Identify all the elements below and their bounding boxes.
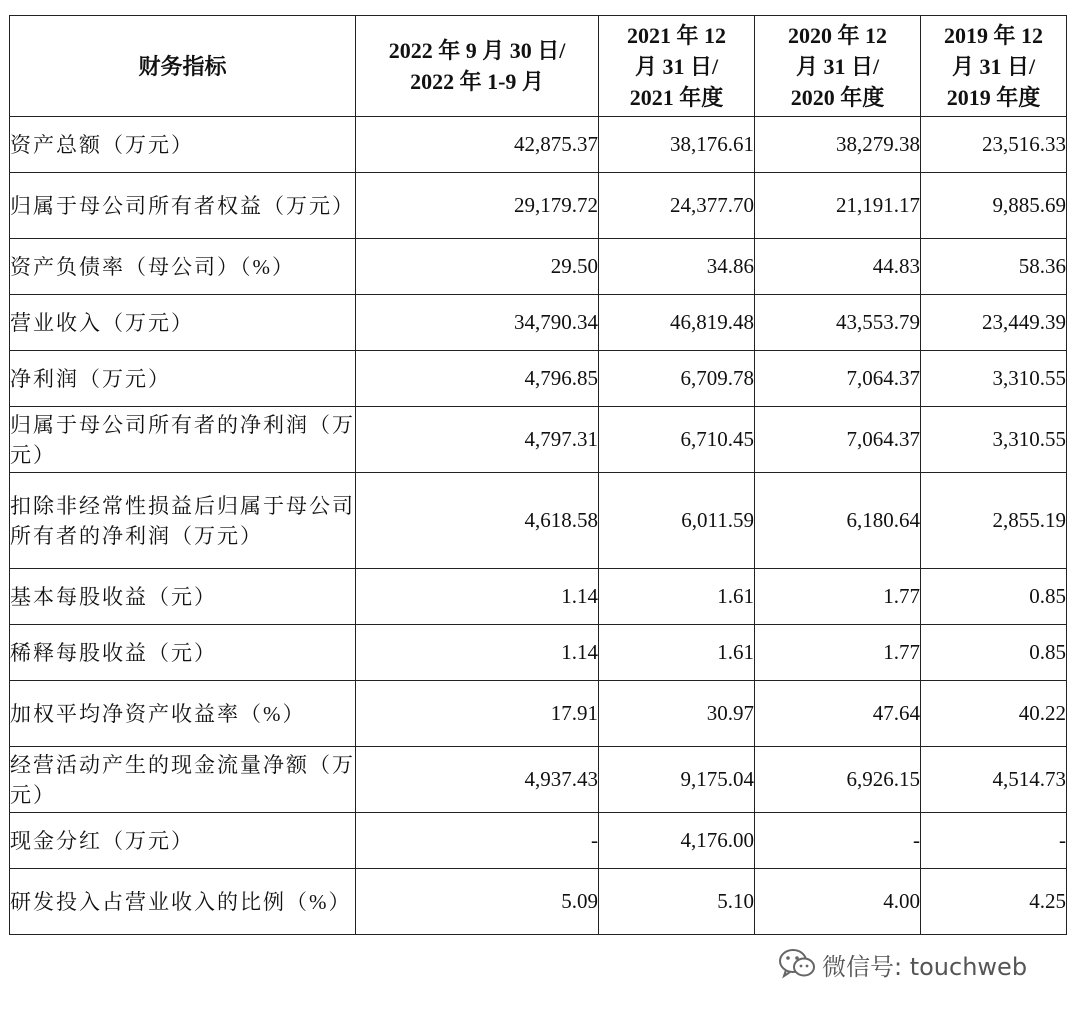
header-2022-q3-text: 2022 年 9 月 30 日/ 2022 年 1-9 月 (388, 38, 566, 94)
cell-value: 4,937.43 (356, 747, 599, 813)
cell-value: 7,064.37 (755, 407, 921, 473)
row-label: 扣除非经常性损益后归属于母公司所有者的净利润（万元） (10, 473, 356, 569)
cell-value: 9,885.69 (921, 173, 1067, 239)
header-2020 (755, 16, 921, 117)
row-label: 归属于母公司所有者权益（万元） (10, 173, 356, 239)
header-2021 (599, 16, 755, 117)
cell-value: - (921, 813, 1067, 869)
cell-value: 3,310.55 (921, 351, 1067, 407)
row-label: 净利润（万元） (10, 351, 356, 407)
row-label: 资产负债率（母公司）（%） (10, 239, 356, 295)
cell-value: 43,553.79 (755, 295, 921, 351)
cell-value: 4,176.00 (599, 813, 755, 869)
cell-value: 58.36 (921, 239, 1067, 295)
cell-value: 4,796.85 (356, 351, 599, 407)
header-indicator: 财务指标 (10, 16, 356, 117)
cell-value: 34.86 (599, 239, 755, 295)
cell-value: 23,449.39 (921, 295, 1067, 351)
cell-value: 4,797.31 (356, 407, 599, 473)
cell-value: 4.00 (755, 869, 921, 935)
row-label: 加权平均净资产收益率（%） (10, 681, 356, 747)
cell-value: 6,011.59 (599, 473, 755, 569)
cell-value: 5.09 (356, 869, 599, 935)
wechat-icon (778, 947, 816, 981)
table-row (10, 351, 1067, 407)
row-label: 研发投入占营业收入的比例（%） (10, 869, 356, 935)
row-label: 现金分红（万元） (10, 813, 356, 869)
table-row (10, 239, 1067, 295)
cell-value: 1.77 (755, 569, 921, 625)
cell-value: 4,514.73 (921, 747, 1067, 813)
cell-value: 4.25 (921, 869, 1067, 935)
row-label: 营业收入（万元） (10, 295, 356, 351)
cell-value: 6,180.64 (755, 473, 921, 569)
table-row (10, 569, 1067, 625)
cell-value: 9,175.04 (599, 747, 755, 813)
cell-value: 17.91 (356, 681, 599, 747)
cell-value: 5.10 (599, 869, 755, 935)
cell-value: 1.14 (356, 625, 599, 681)
table-row (10, 625, 1067, 681)
table-row (10, 295, 1067, 351)
cell-value: 34,790.34 (356, 295, 599, 351)
row-label: 基本每股收益（元） (10, 569, 356, 625)
cell-value: 1.77 (755, 625, 921, 681)
cell-value: 2,855.19 (921, 473, 1067, 569)
cell-value: 46,819.48 (599, 295, 755, 351)
cell-value: 30.97 (599, 681, 755, 747)
cell-value: 6,926.15 (755, 747, 921, 813)
cell-value: 6,710.45 (599, 407, 755, 473)
cell-value: 3,310.55 (921, 407, 1067, 473)
table-row (10, 117, 1067, 173)
table-row (10, 473, 1067, 569)
cell-value: 6,709.78 (599, 351, 755, 407)
cell-value: 29,179.72 (356, 173, 599, 239)
table-header-row (10, 16, 1067, 117)
table-row (10, 747, 1067, 813)
table-row (10, 813, 1067, 869)
cell-value: 1.61 (599, 625, 755, 681)
cell-value: 21,191.17 (755, 173, 921, 239)
cell-value: - (356, 813, 599, 869)
row-label: 归属于母公司所有者的净利润（万元） (10, 407, 356, 473)
financial-indicators-table (9, 15, 1067, 935)
table-row (10, 869, 1067, 935)
row-label: 经营活动产生的现金流量净额（万元） (10, 747, 356, 813)
cell-value: 29.50 (356, 239, 599, 295)
cell-value: 4,618.58 (356, 473, 599, 569)
cell-value: 40.22 (921, 681, 1067, 747)
table-row (10, 681, 1067, 747)
header-2020-text: 2020 年 12 月 31 日/ 2020 年度 (787, 22, 887, 110)
cell-value: 38,176.61 (599, 117, 755, 173)
cell-value: 38,279.38 (755, 117, 921, 173)
row-label: 稀释每股收益（元） (10, 625, 356, 681)
header-2019-text: 2019 年 12 月 31 日/ 2019 年度 (943, 22, 1043, 110)
header-2019 (921, 16, 1067, 117)
watermark-text: 微信号: touchweb (822, 952, 1028, 981)
header-2021-text: 2021 年 12 月 31 日/ 2021 年度 (626, 22, 726, 110)
cell-value: 44.83 (755, 239, 921, 295)
table-row (10, 407, 1067, 473)
watermark (778, 944, 1027, 984)
header-2022-q3 (356, 16, 599, 117)
cell-value: 42,875.37 (356, 117, 599, 173)
cell-value: 47.64 (755, 681, 921, 747)
row-label: 资产总额（万元） (10, 117, 356, 173)
cell-value: 1.61 (599, 569, 755, 625)
cell-value: - (755, 813, 921, 869)
cell-value: 1.14 (356, 569, 599, 625)
table-row (10, 173, 1067, 239)
cell-value: 24,377.70 (599, 173, 755, 239)
cell-value: 0.85 (921, 625, 1067, 681)
cell-value: 0.85 (921, 569, 1067, 625)
cell-value: 7,064.37 (755, 351, 921, 407)
cell-value: 23,516.33 (921, 117, 1067, 173)
